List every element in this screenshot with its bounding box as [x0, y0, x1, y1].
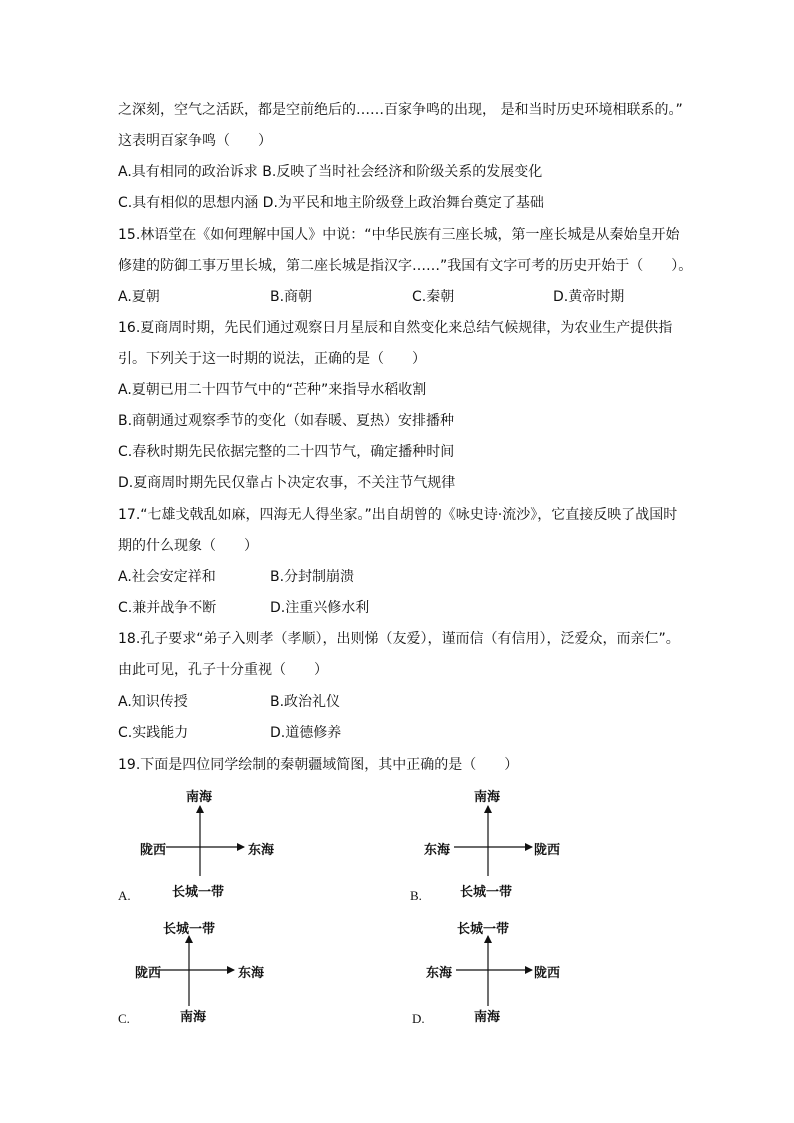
label-left: 陇西: [140, 843, 167, 858]
label-top: 南海: [474, 790, 501, 805]
option-letter: C.: [118, 1011, 130, 1026]
q16-option-c: C.春秋时期先民依据完整的二十四节气，确定播种时间: [118, 444, 455, 460]
q18-option-d: D.道德修养: [270, 725, 342, 741]
q14-options-cd: C.具有相似的思想内涵 D.为平民和地主阶级登上政治舞台奠定了基础: [118, 195, 544, 211]
label-right: 东海: [238, 966, 265, 981]
label-right: 东海: [248, 843, 275, 858]
q17-option-a: A.社会安定祥和: [118, 569, 216, 585]
label-left: 陇西: [135, 966, 162, 981]
q19-diagram-c: [118, 914, 318, 1030]
q15-stem-line-2: 修建的防御工事万里长城，第二座长城是指汉字……”我国有文字可考的历史开始于（ ）。: [118, 258, 693, 274]
q19-diagram-a: [118, 786, 318, 906]
q14-stem-line-2: 这表明百家争鸣（ ）: [118, 133, 272, 149]
q18-option-c: C.实践能力: [118, 725, 189, 741]
q14-options-ab: A.具有相同的政治诉求 B.反映了当时社会经济和阶级关系的发展变化: [118, 164, 543, 180]
q18-option-a: A.知识传授: [118, 694, 188, 710]
q15-option-a: A.夏朝: [118, 289, 160, 305]
option-letter: D.: [412, 1011, 425, 1026]
q17-stem-line-1: 17.“七雄戈戟乱如麻，四海无人得坐家。”出自胡曾的《咏史诗·流沙》，它直接反映了战国时: [118, 507, 678, 523]
q16-option-a: A.夏朝已用二十四节气中的“芒种”来指导水稻收割: [118, 382, 427, 398]
q15-option-b: B.商朝: [270, 289, 313, 305]
q16-stem-line-1: 16.夏商周时期，先民们通过观察日月星辰和自然变化来总结气候规律，为农业生产提供指: [118, 320, 673, 336]
label-top: 长城一带: [457, 922, 510, 937]
q15-option-d: D.黄帝时期: [553, 289, 625, 305]
q18-stem-line-2: 由此可见，孔子十分重视（ ）: [118, 662, 328, 678]
q17-option-d: D.注重兴修水利: [270, 600, 370, 616]
q17-option-c: C.兼并战争不断: [118, 600, 217, 616]
q15-option-c: C.秦朝: [412, 289, 455, 305]
label-bottom: 南海: [180, 1010, 207, 1025]
label-top: 长城一带: [163, 922, 216, 937]
q17-option-b: B.分封制崩溃: [270, 569, 355, 585]
label-bottom: 长城一带: [172, 885, 225, 900]
label-top: 南海: [186, 790, 213, 805]
label-left: 东海: [424, 843, 451, 858]
q16-stem-line-2: 引。下列关于这一时期的说法，正确的是（ ）: [118, 351, 426, 367]
q18-stem-line-1: 18.孔子要求“弟子入则孝（孝顺），出则悌（友爱），谨而信（有信用），泛爱众，而亲仁”。: [118, 631, 680, 647]
q15-stem-line-1: 15.林语堂在《如何理解中国人》中说：“中华民族有三座长城，第一座长城是从秦始皇开始: [118, 227, 680, 243]
q14-stem-line-1: 之深刻，空气之活跃，都是空前绝后的……百家争鸣的出现， 是和当时历史环境相联系的。”: [118, 102, 683, 118]
q19-stem: 19.下面是四位同学绘制的秦朝疆域简图，其中正确的是（ ）: [118, 757, 519, 773]
option-letter: B.: [410, 888, 422, 903]
label-right: 陇西: [534, 966, 561, 981]
label-right: 陇西: [534, 843, 561, 858]
q16-option-b: B.商朝通过观察季节的变化（如春暖、夏热）安排播种: [118, 413, 455, 429]
q16-option-d: D.夏商周时期先民仅靠占卜决定农事，不关注节气规律: [118, 475, 456, 491]
label-left: 东海: [426, 966, 453, 981]
q19-diagram-d: [410, 914, 610, 1030]
q18-option-b: B.政治礼仪: [270, 694, 341, 710]
label-bottom: 南海: [474, 1010, 501, 1025]
q17-stem-line-2: 期的什么现象（ ）: [118, 538, 258, 554]
label-bottom: 长城一带: [460, 885, 513, 900]
q19-diagram-b: [410, 786, 610, 906]
option-letter: A.: [118, 888, 131, 903]
